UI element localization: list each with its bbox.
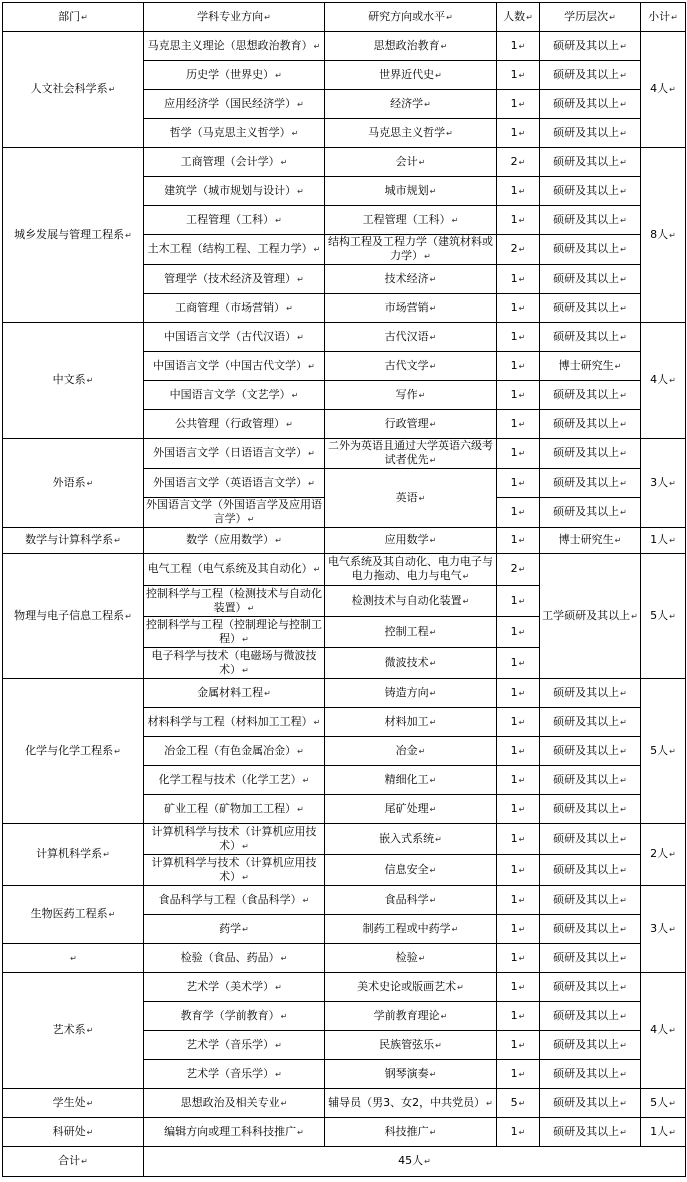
cell-research: 城市规划 ↵ [325, 177, 497, 206]
cell-degree: 硕研及其以上 ↵ [540, 973, 641, 1002]
cell-research: 检验 ↵ [325, 944, 497, 973]
cell-major: 金属材料工程 ↵ [144, 679, 325, 708]
cell-dept: 科研处 ↵ [3, 1118, 144, 1147]
cell-degree: 硕研及其以上 ↵ [540, 795, 641, 824]
cell-count: 1 ↵ [497, 795, 540, 824]
cell-count: 1 ↵ [497, 1118, 540, 1147]
cell-research: 民族管弦乐 ↵ [325, 1031, 497, 1060]
cell-count: 2 ↵ [497, 554, 540, 586]
cell-major: 艺术学（音乐学） ↵ [144, 1060, 325, 1089]
cell-degree: 硕研及其以上 ↵ [540, 855, 641, 886]
cell-degree: 硕研及其以上 ↵ [540, 708, 641, 737]
cell-degree: 硕研及其以上 ↵ [540, 61, 641, 90]
cell-major: 工程管理（工科） ↵ [144, 206, 325, 235]
cell-major: 哲学（马克思主义哲学） ↵ [144, 119, 325, 148]
cell-major: 建筑学（城市规划与设计） ↵ [144, 177, 325, 206]
table-row [3, 1089, 686, 1118]
cell-dept: 外语系 ↵ [3, 439, 144, 528]
table-row [3, 148, 686, 177]
total-value: 45人 ↵ [144, 1147, 686, 1177]
cell-research: 美术史论或版画艺术 ↵ [325, 973, 497, 1002]
table-row [3, 944, 686, 973]
table-row [3, 1118, 686, 1147]
cell-major: 外国语言文学（外国语言学及应用语言学） ↵ [144, 498, 325, 528]
cell-dept [3, 944, 144, 973]
cell-research: 二外为英语且通过大学英语六级考试者优先 ↵ [325, 439, 497, 469]
cell-research: 科技推广 ↵ [325, 1118, 497, 1147]
cell-count: 1 ↵ [497, 323, 540, 352]
cell-count: 1 ↵ [497, 294, 540, 323]
cell-subtotal: 1人 ↵ [641, 528, 686, 554]
cell-major: 电气工程（电气系统及其自动化） ↵ [144, 554, 325, 586]
cell-major: 历史学（世界史） ↵ [144, 61, 325, 90]
cell-major: 工商管理（市场营销） ↵ [144, 294, 325, 323]
cell-count: 1 ↵ [497, 886, 540, 915]
cell-degree: 硕研及其以上 ↵ [540, 737, 641, 766]
header-major: 学科专业方向 ↵ [144, 3, 325, 32]
table-row [3, 554, 686, 586]
cell-major: 应用经济学（国民经济学） ↵ [144, 90, 325, 119]
cell-degree: 硕研及其以上 ↵ [540, 177, 641, 206]
recruitment-table [2, 2, 686, 1177]
cell-count: 1 ↵ [497, 1060, 540, 1089]
cell-research: 冶金 ↵ [325, 737, 497, 766]
cell-count: 1 ↵ [497, 498, 540, 528]
cell-count: 1 ↵ [497, 469, 540, 498]
cell-count: 1 ↵ [497, 679, 540, 708]
cell-degree: 硕研及其以上 ↵ [540, 944, 641, 973]
cell-count: 1 ↵ [497, 381, 540, 410]
cell-major: 中国语言文学（中国古代文学） ↵ [144, 352, 325, 381]
cell-count: 1 ↵ [497, 855, 540, 886]
cell-count: 1 ↵ [497, 32, 540, 61]
cell-subtotal: 1人 ↵ [641, 1118, 686, 1147]
cell-major: 计算机科学与技术（计算机应用技术） ↵ [144, 824, 325, 855]
cell-major: 艺术学（美术学） ↵ [144, 973, 325, 1002]
cell-degree: 硕研及其以上 ↵ [540, 294, 641, 323]
cell-major: 控制科学与工程（检测技术与自动化装置） ↵ [144, 586, 325, 617]
cell-degree: 硕研及其以上 ↵ [540, 90, 641, 119]
total-row [3, 1147, 686, 1177]
cell-research: 应用数学 ↵ [325, 528, 497, 554]
cell-research: 材料加工 ↵ [325, 708, 497, 737]
cell-research: 结构工程及工程力学（建筑材料或力学） ↵ [325, 235, 497, 265]
total-label: 合计 ↵ [3, 1147, 144, 1177]
cell-dept: 中文系 ↵ [3, 323, 144, 439]
cell-subtotal: 5人 ↵ [641, 1089, 686, 1118]
table-row [3, 679, 686, 708]
cell-degree: 硕研及其以上 ↵ [540, 235, 641, 265]
cell-degree: 硕研及其以上 ↵ [540, 1060, 641, 1089]
cell-major: 中国语言文学（古代汉语） ↵ [144, 323, 325, 352]
cell-major: 马克思主义理论（思想政治教育） ↵ [144, 32, 325, 61]
cell-dept: 艺术系 ↵ [3, 973, 144, 1089]
table-row [3, 973, 686, 1002]
cell-major: 工商管理（会计学） ↵ [144, 148, 325, 177]
cell-count: 1 ↵ [497, 119, 540, 148]
cell-subtotal: 8人 ↵ [641, 148, 686, 323]
cell-major: 材料科学与工程（材料加工工程） ↵ [144, 708, 325, 737]
cell-count: 1 ↵ [497, 177, 540, 206]
cell-count: 1 ↵ [497, 439, 540, 469]
cell-major: 电子科学与技术（电磁场与微波技术） ↵ [144, 648, 325, 679]
cell-major: 食品科学与工程（食品科学） ↵ [144, 886, 325, 915]
cell-count: 1 ↵ [497, 1031, 540, 1060]
header-subtotal: 小计 ↵ [641, 3, 686, 32]
cell-count: 1 ↵ [497, 737, 540, 766]
cell-dept: 物理与电子信息工程系 ↵ [3, 554, 144, 679]
cell-dept: 人文社会科学系 ↵ [3, 32, 144, 148]
cell-research: 食品科学 ↵ [325, 886, 497, 915]
cell-count: 5 ↵ [497, 1089, 540, 1118]
cell-subtotal: 4人 ↵ [641, 32, 686, 148]
header-degree: 学历层次 ↵ [540, 3, 641, 32]
cell-subtotal: 3人 ↵ [641, 886, 686, 973]
cell-count: 1 ↵ [497, 824, 540, 855]
cell-degree: 硕研及其以上 ↵ [540, 439, 641, 469]
cell-degree: 工学硕研及其以上 ↵ [540, 554, 641, 679]
cell-degree: 硕研及其以上 ↵ [540, 1031, 641, 1060]
cell-degree: 硕研及其以上 ↵ [540, 381, 641, 410]
table-row [3, 32, 686, 61]
cell-degree: 硕研及其以上 ↵ [540, 915, 641, 944]
cell-major: 中国语言文学（文艺学） ↵ [144, 381, 325, 410]
cell-research: 学前教育理论 ↵ [325, 1002, 497, 1031]
cell-research: 工程管理（工科） ↵ [325, 206, 497, 235]
cell-major: 数学（应用数学） ↵ [144, 528, 325, 554]
cell-research: 写作 ↵ [325, 381, 497, 410]
cell-count: 1 ↵ [497, 944, 540, 973]
cell-count: 1 ↵ [497, 708, 540, 737]
table-body [3, 3, 686, 1177]
cell-count: 1 ↵ [497, 586, 540, 617]
cell-degree: 硕研及其以上 ↵ [540, 824, 641, 855]
cell-degree: 硕研及其以上 ↵ [540, 206, 641, 235]
cell-major: 药学 ↵ [144, 915, 325, 944]
cell-research: 古代文学 ↵ [325, 352, 497, 381]
cell-dept: 生物医药工程系 ↵ [3, 886, 144, 944]
cell-major: 外国语言文学（英语语言文学） ↵ [144, 469, 325, 498]
cell-major: 教育学（学前教育） ↵ [144, 1002, 325, 1031]
cell-subtotal: 4人 ↵ [641, 973, 686, 1089]
cell-research: 马克思主义哲学 ↵ [325, 119, 497, 148]
cell-major: 管理学（技术经济及管理） ↵ [144, 265, 325, 294]
cell-research: 嵌入式系统 ↵ [325, 824, 497, 855]
cell-major: 冶金工程（有色金属冶金） ↵ [144, 737, 325, 766]
cell-degree: 硕研及其以上 ↵ [540, 498, 641, 528]
cell-degree: 硕研及其以上 ↵ [540, 148, 641, 177]
cell-major: 土木工程（结构工程、工程力学） ↵ [144, 235, 325, 265]
cell-count: 2 ↵ [497, 235, 540, 265]
cell-subtotal: 5人 ↵ [641, 554, 686, 679]
cell-count: 1 ↵ [497, 90, 540, 119]
cell-research: 行政管理 ↵ [325, 410, 497, 439]
cell-degree: 硕研及其以上 ↵ [540, 679, 641, 708]
cell-count: 1 ↵ [497, 61, 540, 90]
cell-degree: 硕研及其以上 ↵ [540, 1002, 641, 1031]
table-row [3, 528, 686, 554]
table-row [3, 886, 686, 915]
cell-major: 编辑方向或理工科科技推广 ↵ [144, 1118, 325, 1147]
table-row [3, 824, 686, 855]
cell-count: 1 ↵ [497, 766, 540, 795]
cell-dept: 数学与计算科学系 ↵ [3, 528, 144, 554]
cell-major: 矿业工程（矿物加工工程） ↵ [144, 795, 325, 824]
cell-major: 思想政治及相关专业 ↵ [144, 1089, 325, 1118]
cell-degree: 硕研及其以上 ↵ [540, 1089, 641, 1118]
cell-degree: 博士研究生 ↵ [540, 352, 641, 381]
cell-major: 公共管理（行政管理） ↵ [144, 410, 325, 439]
cell-count: 1 ↵ [497, 206, 540, 235]
cell-research: 铸造方向 ↵ [325, 679, 497, 708]
cell-degree: 硕研及其以上 ↵ [540, 410, 641, 439]
header-dept: 部门 ↵ [3, 3, 144, 32]
cell-major: 控制科学与工程（控制理论与控制工程） ↵ [144, 617, 325, 648]
cell-count: 1 ↵ [497, 410, 540, 439]
cell-research: 信息安全 ↵ [325, 855, 497, 886]
cell-dept: 计算机科学系 ↵ [3, 824, 144, 886]
cell-count: 1 ↵ [497, 648, 540, 679]
cell-research: 控制工程 ↵ [325, 617, 497, 648]
cell-subtotal: 2人 ↵ [641, 824, 686, 886]
cell-count: 1 ↵ [497, 528, 540, 554]
table-row [3, 439, 686, 469]
cell-research: 微波技术 ↵ [325, 648, 497, 679]
cell-research: 世界近代史 ↵ [325, 61, 497, 90]
cell-research: 英语 ↵ [325, 469, 497, 528]
header-count: 人数 ↵ [497, 3, 540, 32]
cell-major: 外国语言文学（日语语言文学） ↵ [144, 439, 325, 469]
cell-degree: 硕研及其以上 ↵ [540, 265, 641, 294]
cell-research: 技术经济 ↵ [325, 265, 497, 294]
cell-degree: 硕研及其以上 ↵ [540, 1118, 641, 1147]
cell-dept: 学生处 ↵ [3, 1089, 144, 1118]
cell-subtotal: 3人 ↵ [641, 439, 686, 528]
cell-research: 尾矿处理 ↵ [325, 795, 497, 824]
cell-major: 检验（食品、药品） ↵ [144, 944, 325, 973]
cell-research: 电气系统及其自动化、电力电子与电力拖动、电力与电气 ↵ [325, 554, 497, 586]
cell-research: 精细化工 ↵ [325, 766, 497, 795]
cell-major: 计算机科学与技术（计算机应用技术） ↵ [144, 855, 325, 886]
cell-count: 1 ↵ [497, 915, 540, 944]
cell-subtotal: 5人 ↵ [641, 679, 686, 824]
cell-degree: 硕研及其以上 ↵ [540, 469, 641, 498]
cell-major: 化学工程与技术（化学工艺） ↵ [144, 766, 325, 795]
cell-research: 辅导员（男3、女2，中共党员） ↵ [325, 1089, 497, 1118]
cell-degree: 博士研究生 ↵ [540, 528, 641, 554]
cell-major: 艺术学（音乐学） ↵ [144, 1031, 325, 1060]
cell-count: 1 ↵ [497, 1002, 540, 1031]
cell-count: 1 ↵ [497, 973, 540, 1002]
cell-dept: 化学与化学工程系 ↵ [3, 679, 144, 824]
cell-research: 经济学 ↵ [325, 90, 497, 119]
cell-count: 1 ↵ [497, 265, 540, 294]
cell-research: 钢琴演奏 ↵ [325, 1060, 497, 1089]
header-row [3, 3, 686, 32]
cell-research: 市场营销 ↵ [325, 294, 497, 323]
cell-research: 会计 ↵ [325, 148, 497, 177]
cell-degree: 硕研及其以上 ↵ [540, 119, 641, 148]
cell-count: 1 ↵ [497, 352, 540, 381]
cell-degree: 硕研及其以上 ↵ [540, 32, 641, 61]
cell-research: 古代汉语 ↵ [325, 323, 497, 352]
header-research: 研究方向或水平 ↵ [325, 3, 497, 32]
cell-subtotal: 4人 ↵ [641, 323, 686, 439]
cell-research: 思想政治教育 ↵ [325, 32, 497, 61]
cell-degree: 硕研及其以上 ↵ [540, 323, 641, 352]
cell-count: 1 ↵ [497, 617, 540, 648]
cell-degree: 硕研及其以上 ↵ [540, 886, 641, 915]
cell-count: 2 ↵ [497, 148, 540, 177]
cell-research: 制药工程或中药学 ↵ [325, 915, 497, 944]
cell-research: 检测技术与自动化装置 ↵ [325, 586, 497, 617]
cell-dept: 城乡发展与管理工程系 ↵ [3, 148, 144, 323]
table-row [3, 323, 686, 352]
cell-degree: 硕研及其以上 ↵ [540, 766, 641, 795]
